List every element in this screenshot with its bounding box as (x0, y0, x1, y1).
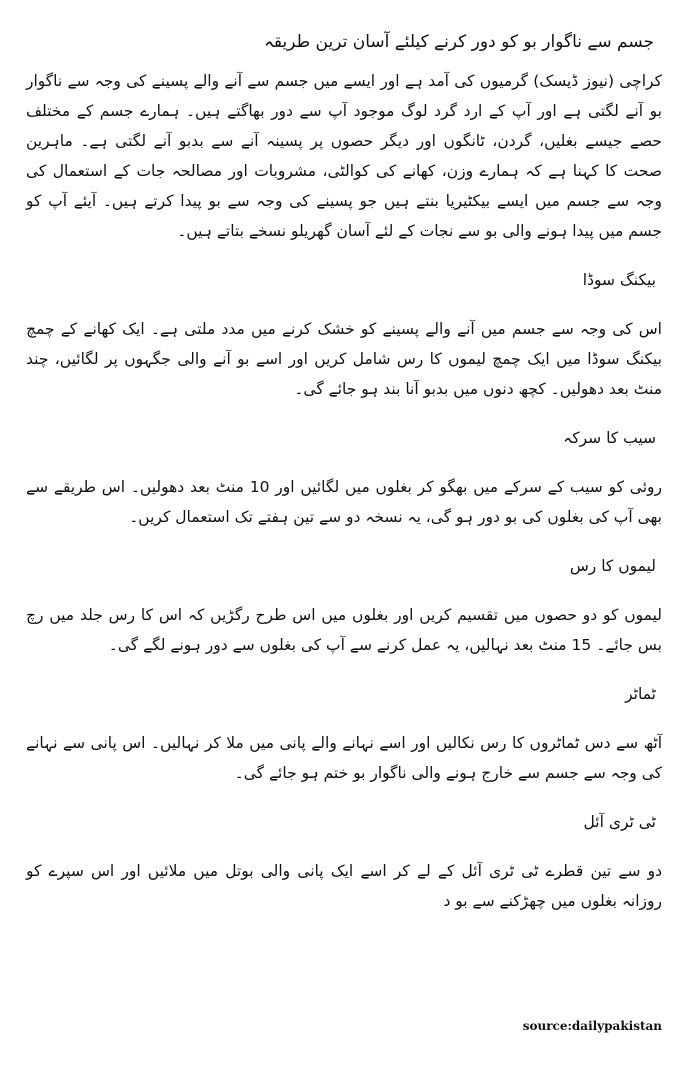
section-heading-baking-soda: بیکنگ سوڈا (582, 271, 656, 289)
section-text-tea-tree-oil: دو سے تین قطرے ٹی ٹری آئل کے لے کر اسے ایک پانی والی بوتل میں ملائیں اور اس سپرے کو روزانہ بغلوں میں چھڑکنے سے بو د (26, 862, 662, 910)
source-credit: source:dailypakistan (522, 1019, 662, 1033)
section-heading-tomato: ٹماٹر (625, 685, 656, 703)
section-heading-tea-tree-oil: ٹی ٹری آئل (583, 813, 656, 831)
section-heading-apple-vinegar: سیب کا سرکہ (563, 429, 656, 447)
section-text-lemon-juice: لیموں کو دو حصوں میں تقسیم کریں اور بغلوں میں اس طرح رگڑیں کہ اس کا رس جلد میں رچ بس جائے۔ 15 منٹ بعد نہالیں، یہ عمل کرنے سے آپ کی بغلوں سے دور ہونے لگے گی۔ (26, 606, 662, 654)
intro-paragraph: کراچی (نیوز ڈیسک) گرمیوں کی آمد ہے اور ایسے میں جسم سے آنے والے پسینے کی وجہ سے ناگوار بو آنے لگتی ہے اور آپ کے ارد گرد لوگ موجود آپ سے دور بھاگتے ہیں۔ ہمارے جسم کے مختلف حصے جیسے بغلیں، گردن، ٹانگوں اور دیگر حصوں پر پسینہ آنے سے بدبو آنے لگتی ہے۔ ماہرین صحت کا کہنا ہے کہ ہمارے وزن، کھانے کی کوالٹی، مشروبات اور مصالحہ جات کے استعمال کی وجہ سے جسم میں ایسے بیکٹیریا بنتے ہیں جو پسینے کی وجہ سے بو پیدا کرتے ہیں۔ آیئے آپ کو جسم میں پیدا ہونے والی بو سے نجات کے لئے آسان گھریلو نسخے بتاتے ہیں۔ (26, 72, 662, 240)
section-text-apple-vinegar: روئی کو سیب کے سرکے میں بھگو کر بغلوں میں لگائیں اور 10 منٹ بعد دھولیں۔ اس طریقے سے بھی آپ کی بغلوں کی بو دور ہو گی، یہ نسخہ دو سے تین ہفتے تک استعمال کریں۔ (26, 478, 662, 526)
article (26, 30, 662, 916)
section-text-baking-soda: اس کی وجہ سے جسم میں آنے والے پسینے کو خشک کرنے میں مدد ملتی ہے۔ ایک کھانے کے چمچ بیکنگ سوڈا میں ایک چمچ لیموں کا رس شامل کریں اور اسے بو آنے والی جگہوں پر لگائیں، چند منٹ بعد دھولیں۔ کچھ دنوں میں بدبو آنا بند ہو جائے گی۔ (26, 320, 662, 398)
section-heading-lemon-juice: لیموں کا رس (569, 557, 656, 575)
section-text-tomato: آٹھ سے دس ٹماٹروں کا رس نکالیں اور اسے نہانے والے پانی میں ملا کر نہالیں۔ اس پانی سے نہانے کی وجہ سے جسم سے خارج ہونے والی ناگوار بو ختم ہو جائے گی۔ (26, 734, 662, 782)
article-title: جسم سے ناگوار بو کو دور کرنے کیلئے آسان ترین طریقہ (263, 32, 654, 52)
